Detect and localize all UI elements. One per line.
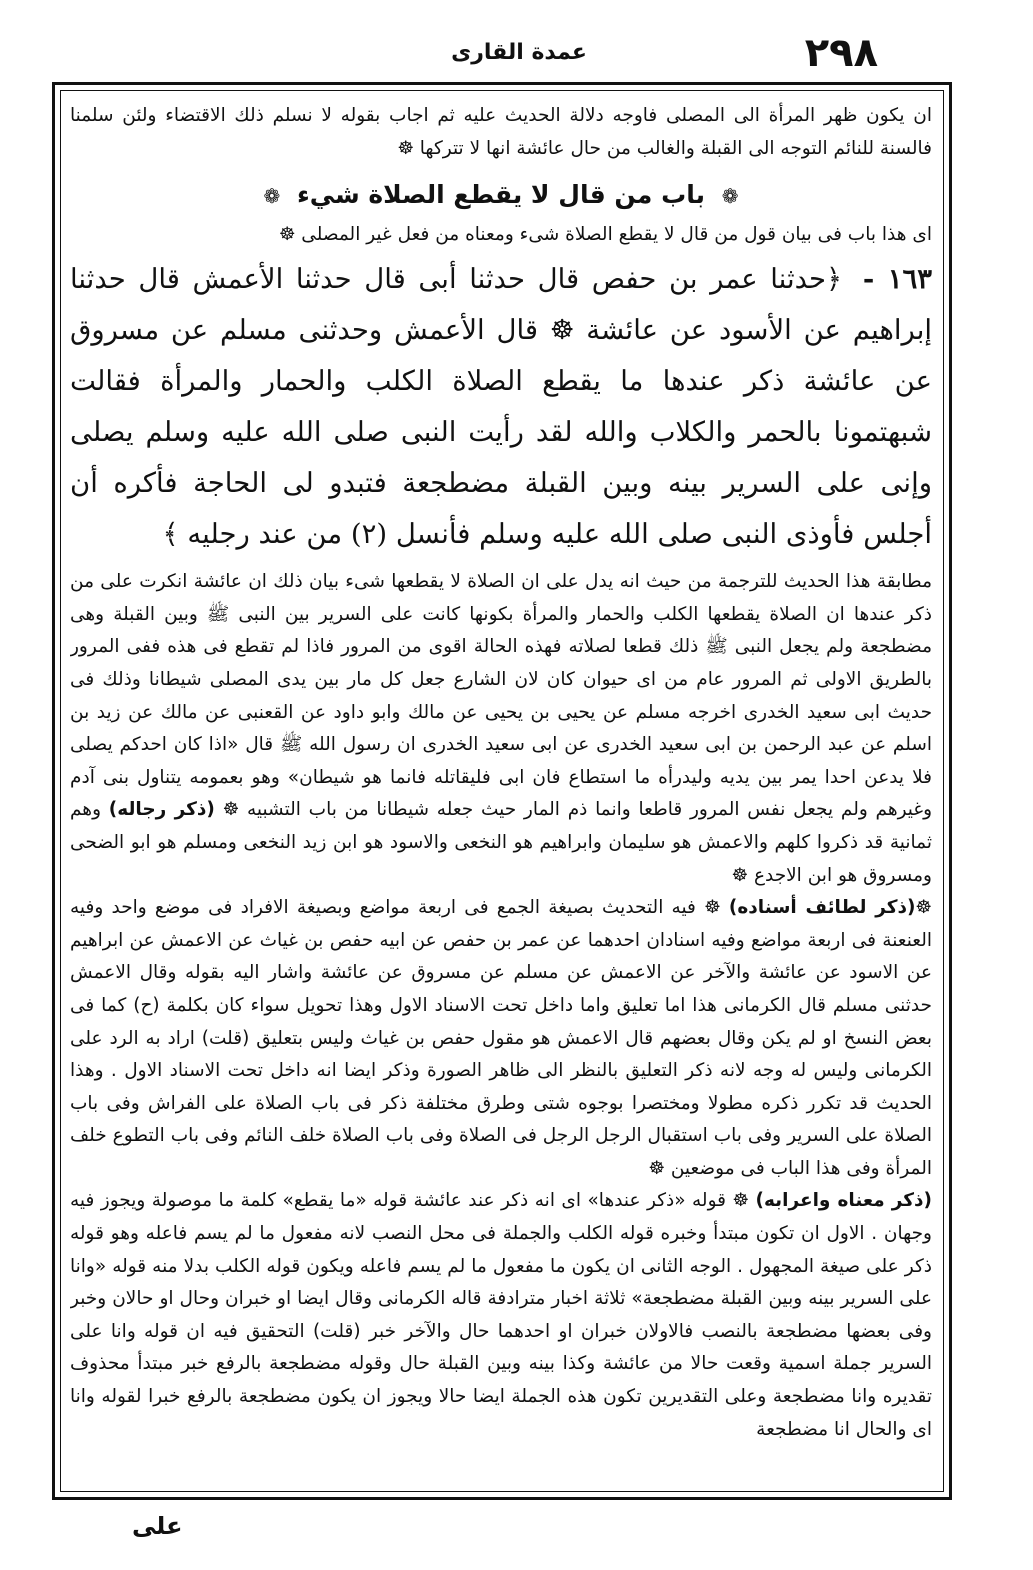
ornament-icon: ❁ (721, 184, 739, 209)
page-number: ٢٩٨ (804, 30, 878, 76)
commentary-paragraph (70, 892, 932, 1185)
section-label: ☸(ذكر لطائف أسناده) (728, 897, 932, 919)
section-label: (ذكر معناه واعرابه) (755, 1190, 932, 1212)
section-text: مطابقة هذا الحديث للترجمة من حيث انه يدل على ان الصلاة لا يقطعها شىء بيان ذلك ان عائشة انكرت على من ذكر عندها ان الصلاة يقطعها الكلب والحمار والمرأة بكونها كانت على السرير بين النبى ﷺ وبين القبلة وهى مضطجعة ولم يجعل النبى ﷺ ذلك قطعا لصلاته فهذه الحالة اقوى من المرور فاذا لم تقطع فى هذه ففى المرور بالطريق الاولى ثم المرور عام من اى حيوان كان لان الشارع جعل كل مار بين يدى المصلى شيطانا وذلك فى حديث ابى سعيد الخدرى اخرجه مسلم عن يحيى بن يحيى عن مالك وابو داود عن القعنبى عن مالك عن زيد بن اسلم عن عبد الرحمن بن ابى سعيد الخدرى عن ابى سعيد الخدرى ان رسول الله ﷺ قال «اذا كان احدكم يصلى فلا يدعن احدا يمر بين يديه وليدرأه ما استطاع فان ابى فليقاتله فانما هو شيطان» وهو بعمومه يتناول بنى آدم وغيرهم ولم يجعل نفس المرور قاطعا وانما ذم المار حيث جعله شيطانا من باب التشبيه ☸ (70, 571, 932, 821)
chapter-heading (70, 175, 932, 216)
catchword: على (132, 1512, 183, 1540)
page-header (64, 30, 944, 86)
commentary-paragraph (70, 566, 932, 892)
running-title: عمدة القارى (451, 40, 587, 65)
page-body (70, 96, 932, 1490)
chapter-title: باب من قال لا يقطع الصلاة شيء (297, 180, 705, 210)
section-text: وهم ثمانية قد ذكروا كلهم والاعمش هو سليمان وابراهيم هو النخعى والاسود هو ابن زيد النخعى ومسلم هو ابو الضحى ومسروق هو ابن الاجدع ☸ (70, 799, 932, 886)
hadith-text (70, 254, 932, 560)
intro-paragraph: ان يكون ظهر المرأة الى المصلى فاوجه دلالة الحديث عليه ثم اجاب بقوله لا نسلم ذلك الاقتضاء ولئن سلمنا فالسنة للنائم التوجه الى القبلة والغالب من حال عائشة انها لا تتركها ☸ (70, 105, 932, 159)
section-text: ☸ فيه التحديث بصيغة الجمع فى اربعة مواضع وبصيغة الافراد فى موضع واحد وفيه العنعنة فى اربعة مواضع وفيه اسنادان احدهما عن عمر بن حفص عن ابيه حفص بن غياث عن الاعمش عن ابراهيم عن الاسود عن عائشة والآخر عن الاعمش عن مسلم عن مسروق عن عائشة واشار اليه بقوله وقال الاعمش حدثنى مسلم قال الكرمانى هذا اما تعليق واما داخل تحت الاسناد الاول وهذا تحويل سواء كان بكلمة (ح) كما فى بعض النسخ او لم يكن وقال بعضهم قال الاعمش هو مقول حفص بن غياث وليس بتعليق (قلت) اراد به الرد على الكرمانى وليس له وجه لانه ذكر التعليق بالنظر الى ظاهر الصورة وذكر ايضا انه داخل تحت الاسناد الاول . وهذا الحديث قد تكرر ذكره مطولا ومختصرا بوجوه شتى وطرق مختلفة ذكر فى باب الصلاة على الفراش وفى باب الصلاة على السرير وفى باب استقبال الرجل الرجل فى الصلاة وفى باب الصلاة خلف النائم وفى باب التطوع خلف المرأة وفى هذا الباب فى موضعين ☸ (70, 897, 932, 1179)
hadith-number: ١٦٣ - (862, 263, 932, 296)
commentary-paragraph (70, 1185, 932, 1446)
section-label: (ذكر رجاله) (108, 799, 215, 821)
ornament-icon: ❁ (263, 184, 281, 209)
hadith-body: ﴿حدثنا عمر بن حفص قال حدثنا أبى قال حدثنا الأعمش قال حدثنا إبراهيم عن الأسود عن عائشة ☸ قال الأعمش وحدثنى مسلم عن مسروق عن عائشة ذكر عندها ما يقطع الصلاة الكلب والحمار والمرأة فقالت شبهتمونا بالحمر والكلاب والله لقد رأيت النبى صلى الله عليه وسلم يصلى وإنى على السرير بينه وبين القبلة مضطجعة فتبدو لى الحاجة فأكره أن أجلس فأوذى النبى صلى الله عليه وسلم فأنسل (٢) من عند رجليه ﴾ (70, 263, 932, 551)
section-text: ☸ قوله «ذكر عندها» اى انه ذكر عند عائشة قوله «ما يقطع» كلمة ما موصولة ويجوز فيه وجهان . الاول ان تكون مبتدأ وخبره قوله الكلب والجملة فى محل النصب لانه مفعول ما لم يسم فاعله وهو قوله ذكر على صيغة المجهول . الوجه الثانى ان يكون ما مفعول ما لم يسم فاعله ويكون قوله الكلب بدلا منه قوله «وانا على السرير بينه وبين القبلة مضطجعة» ثلاثة اخبار مترادفة قاله الكرمانى وقال ايضا او خبران وحال او حالان وخبر وفى بعضها مضطجعة بالنصب فالاولان خبران او احدهما حال والآخر خبر (قلت) التحقيق فيه ان قوله وانا على السرير جملة اسمية وقعت حالا من عائشة وكذا بينه وبين القبلة حال وقوله مضطجعة بالرفع خبر مبتدأ محذوف تقديره وانا مضطجعة وعلى التقديرين تكون هذه الجملة ايضا حالا ويجوز ان يكون مضطجعة بالرفع خبرا لقوله وانا اى والحال انا مضطجعة (70, 1190, 932, 1440)
chapter-explanation: اى هذا باب فى بيان قول من قال لا يقطع الصلاة شىء ومعناه من فعل غير المصلى ☸ (278, 224, 932, 246)
